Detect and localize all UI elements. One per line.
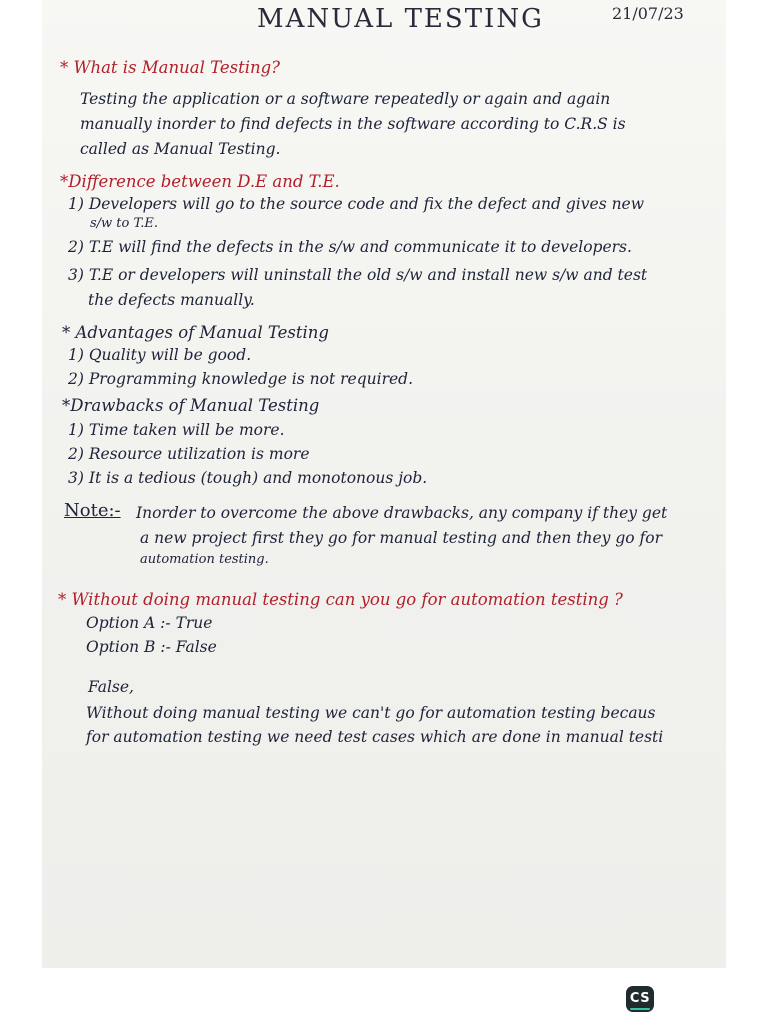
note-line-2: a new project first they go for manual testing and then they go for bbox=[140, 529, 663, 547]
difference-item-2: 2) T.E will find the defects in the s/w and communicate it to developers. bbox=[68, 238, 632, 256]
answer-line-1: Without doing manual testing we can't go for automation testing becaus bbox=[86, 704, 656, 722]
answer-label: False, bbox=[88, 678, 134, 696]
drawback-item-2: 2) Resource utilization is more bbox=[68, 445, 310, 463]
what-body-line-1: Testing the application or a software repeatedly or again and again bbox=[80, 90, 611, 108]
option-b: Option B :- False bbox=[86, 638, 217, 656]
camscanner-badge: CS bbox=[626, 986, 654, 1012]
drawback-item-1: 1) Time taken will be more. bbox=[68, 421, 285, 439]
page-title: MANUAL TESTING bbox=[257, 4, 544, 34]
section-heading-what: * What is Manual Testing? bbox=[60, 58, 281, 77]
difference-item-1-continued: s/w to T.E. bbox=[90, 216, 159, 231]
page-date: 21/07/23 bbox=[612, 4, 684, 23]
section-heading-difference: *Difference between D.E and T.E. bbox=[60, 172, 340, 191]
difference-item-3: 3) T.E or developers will uninstall the old s/w and install new s/w and test bbox=[68, 266, 648, 284]
what-body-line-3: called as Manual Testing. bbox=[80, 140, 281, 158]
note-label: Note:- bbox=[64, 500, 121, 521]
section-heading-drawbacks: *Drawbacks of Manual Testing bbox=[62, 396, 320, 415]
what-body-line-2: manually inorder to find defects in the software according to C.R.S is bbox=[80, 115, 626, 133]
drawback-item-3: 3) It is a tedious (tough) and monotonous job. bbox=[68, 469, 428, 487]
answer-line-2: for automation testing we need test cases which are done in manual testi bbox=[86, 728, 664, 746]
notebook-paper bbox=[42, 0, 726, 968]
difference-item-3-continued: the defects manually. bbox=[88, 291, 255, 309]
difference-item-1: 1) Developers will go to the source code and fix the defect and gives new bbox=[68, 195, 644, 213]
note-line-3: automation testing. bbox=[140, 552, 269, 567]
question-heading: * Without doing manual testing can you go for automation testing ? bbox=[58, 590, 623, 609]
advantage-item-2: 2) Programming knowledge is not required. bbox=[68, 370, 413, 388]
option-a: Option A :- True bbox=[86, 614, 213, 632]
note-line-1: Inorder to overcome the above drawbacks, any company if they get bbox=[136, 504, 668, 522]
section-heading-advantages: * Advantages of Manual Testing bbox=[62, 323, 329, 342]
advantage-item-1: 1) Quality will be good. bbox=[68, 346, 252, 364]
